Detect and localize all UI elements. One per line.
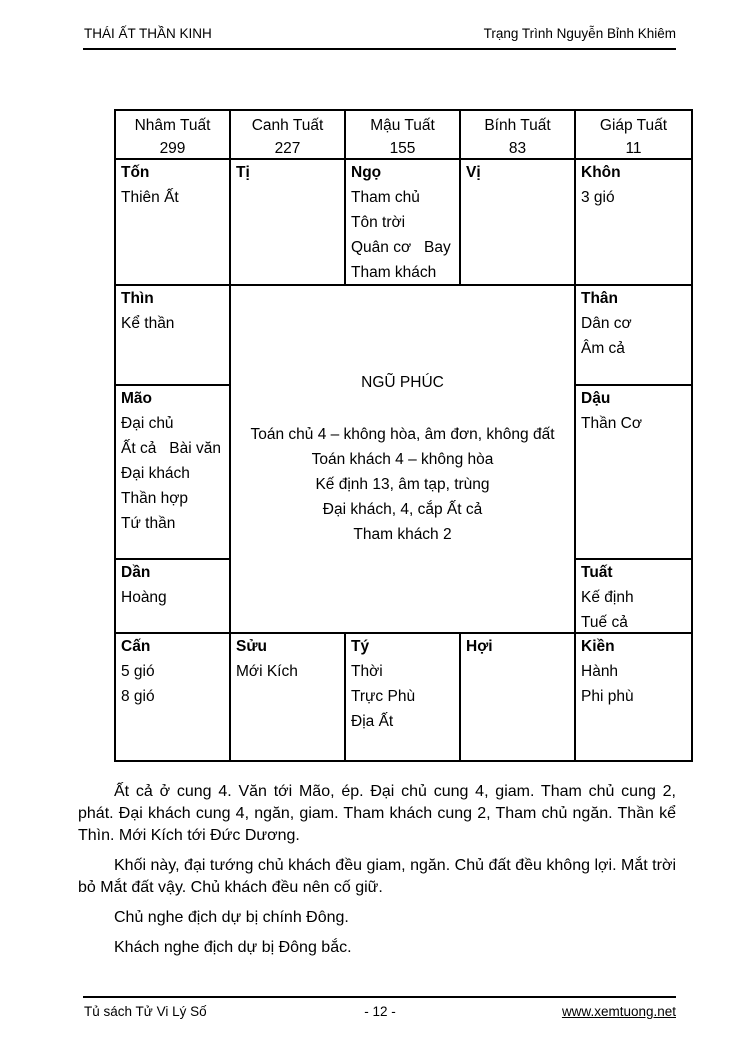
- thai-at-palace-chart: [114, 109, 693, 762]
- year-name: Nhâm Tuất: [134, 117, 211, 134]
- palace-line: Dân cơ: [581, 315, 632, 332]
- palace-line: 5 gió: [121, 663, 155, 680]
- year-cell-giap-tuat: [576, 111, 691, 160]
- palace-line: Thiên Ất: [121, 189, 179, 206]
- palace-ti: [231, 160, 346, 286]
- palace-title: Sửu: [236, 638, 268, 655]
- palace-title: Khôn: [581, 164, 621, 181]
- palace-thin: [116, 286, 231, 386]
- palace-line: Tứ thần: [121, 515, 176, 532]
- palace-line: Hành: [581, 663, 619, 680]
- palace-dau: [576, 386, 691, 560]
- palace-line: Thời: [351, 663, 383, 680]
- palace-line: Đại khách: [121, 465, 190, 482]
- palace-line: Đại chủ: [121, 415, 174, 432]
- center-block-ngu-phuc: [231, 286, 576, 634]
- palace-kien: [576, 634, 691, 760]
- year-cell-nham-tuat: [116, 111, 231, 160]
- palace-line: Mới Kích: [236, 663, 298, 680]
- footer-website-link[interactable]: www.xemtuong.net: [561, 1004, 676, 1019]
- center-line: Toán khách 4 – không hòa: [311, 451, 494, 468]
- page-footer: [84, 1004, 676, 1019]
- palace-title: Tý: [351, 638, 370, 655]
- palace-line: Âm cả: [581, 340, 625, 357]
- paragraph: Chủ nghe địch dự bị chính Đông.: [114, 909, 349, 926]
- palace-title: Hợi: [466, 638, 493, 655]
- palace-line: Tham chủ: [351, 189, 420, 206]
- center-line: Kế định 13, âm tạp, trùng: [315, 476, 490, 493]
- year-value: 299: [159, 140, 186, 157]
- palace-title: Tuất: [581, 564, 613, 581]
- year-cell-binh-tuat: [461, 111, 576, 160]
- page-header: [84, 26, 676, 41]
- center-lines: [236, 422, 569, 547]
- palace-line: Phi phù: [581, 688, 634, 705]
- palace-line: Trực Phù: [351, 688, 416, 705]
- palace-hoi: [461, 634, 576, 760]
- palace-line: Tham khách: [351, 264, 437, 281]
- palace-title: Tốn: [121, 164, 150, 181]
- palace-line: Ất cả Bài văn: [121, 440, 221, 457]
- palace-line: Tuế cả: [581, 614, 628, 631]
- year-name: Mậu Tuất: [370, 117, 435, 134]
- palace-title: Ngọ: [351, 164, 382, 181]
- year-cell-mau-tuat: [346, 111, 461, 160]
- header-book-title: THÁI ẤT THẦN KINH: [84, 26, 212, 41]
- center-line: Toán chủ 4 – không hòa, âm đơn, không đất: [250, 426, 555, 443]
- footer-rule: [83, 996, 676, 998]
- year-value: 83: [508, 140, 527, 157]
- palace-title: Kiền: [581, 638, 615, 655]
- paragraph: Ất cả ở cung 4. Văn tới Mão, ép. Đại chủ cung 4, giam. Tham chủ cung 2, phát. Đại khách cung 4, ngăn, giam. Tham khách cung 2, Tham chủ ngăn. Thần kể Thìn. Mới Kích tới Đức Dương.: [78, 783, 676, 844]
- palace-title: Thân: [581, 290, 619, 307]
- palace-title: Thìn: [121, 290, 154, 307]
- palace-line: Tôn trời: [351, 214, 406, 231]
- paragraph: Khách nghe địch dự bị Đông bắc.: [114, 939, 352, 956]
- palace-ngo: [346, 160, 461, 286]
- year-value: 155: [389, 140, 416, 157]
- palace-title: Mão: [121, 390, 152, 407]
- palace-line: Thần hợp: [121, 490, 189, 507]
- center-line: Tham khách 2: [353, 526, 452, 543]
- center-line: Đại khách, 4, cắp Ất cả: [322, 501, 483, 518]
- palace-title: Vị: [466, 164, 481, 181]
- palace-title: Dậu: [581, 390, 611, 407]
- palace-line: Kể thần: [121, 315, 175, 332]
- palace-line: Kế định: [581, 589, 634, 606]
- header-rule: [83, 48, 676, 50]
- palace-dan: [116, 560, 231, 634]
- palace-title: Cấn: [121, 638, 151, 655]
- year-name: Canh Tuất: [251, 117, 324, 134]
- year-value: 11: [625, 140, 642, 157]
- header-author: Trạng Trình Nguyễn Bỉnh Khiêm: [483, 26, 676, 41]
- year-name: Bính Tuất: [484, 117, 551, 134]
- palace-than: [576, 286, 691, 386]
- palace-ton: [116, 160, 231, 286]
- palace-line: Địa Ất: [351, 713, 394, 730]
- palace-line: Hoàng: [121, 589, 167, 606]
- footer-series-title: Tủ sách Tử Vi Lý Số: [84, 1004, 207, 1019]
- palace-line: Quân cơ Bay: [351, 239, 451, 256]
- palace-khon: [576, 160, 691, 286]
- paragraph: Khối này, đại tướng chủ khách đều giam, ngăn. Chủ đất đều không lợi. Mắt trời bỏ Mắt đất vậy. Chủ khách đều nên cố giữ.: [78, 857, 676, 896]
- palace-vi: [461, 160, 576, 286]
- palace-title: Dần: [121, 564, 151, 581]
- palace-tuat: [576, 560, 691, 634]
- palace-line: Thần Cơ: [581, 415, 642, 432]
- palace-mao: [116, 386, 231, 560]
- center-title: NGŨ PHÚC: [361, 374, 444, 391]
- palace-ty: [346, 634, 461, 760]
- year-cell-canh-tuat: [231, 111, 346, 160]
- page-number: - 12 -: [364, 1004, 396, 1019]
- palace-line: 8 gió: [121, 688, 155, 705]
- palace-suu: [231, 634, 346, 760]
- year-name: Giáp Tuất: [599, 117, 668, 134]
- year-value: 227: [274, 140, 301, 157]
- body-text: [78, 781, 676, 967]
- palace-can: [116, 634, 231, 760]
- palace-title: Tị: [236, 164, 250, 181]
- palace-line: 3 gió: [581, 189, 615, 206]
